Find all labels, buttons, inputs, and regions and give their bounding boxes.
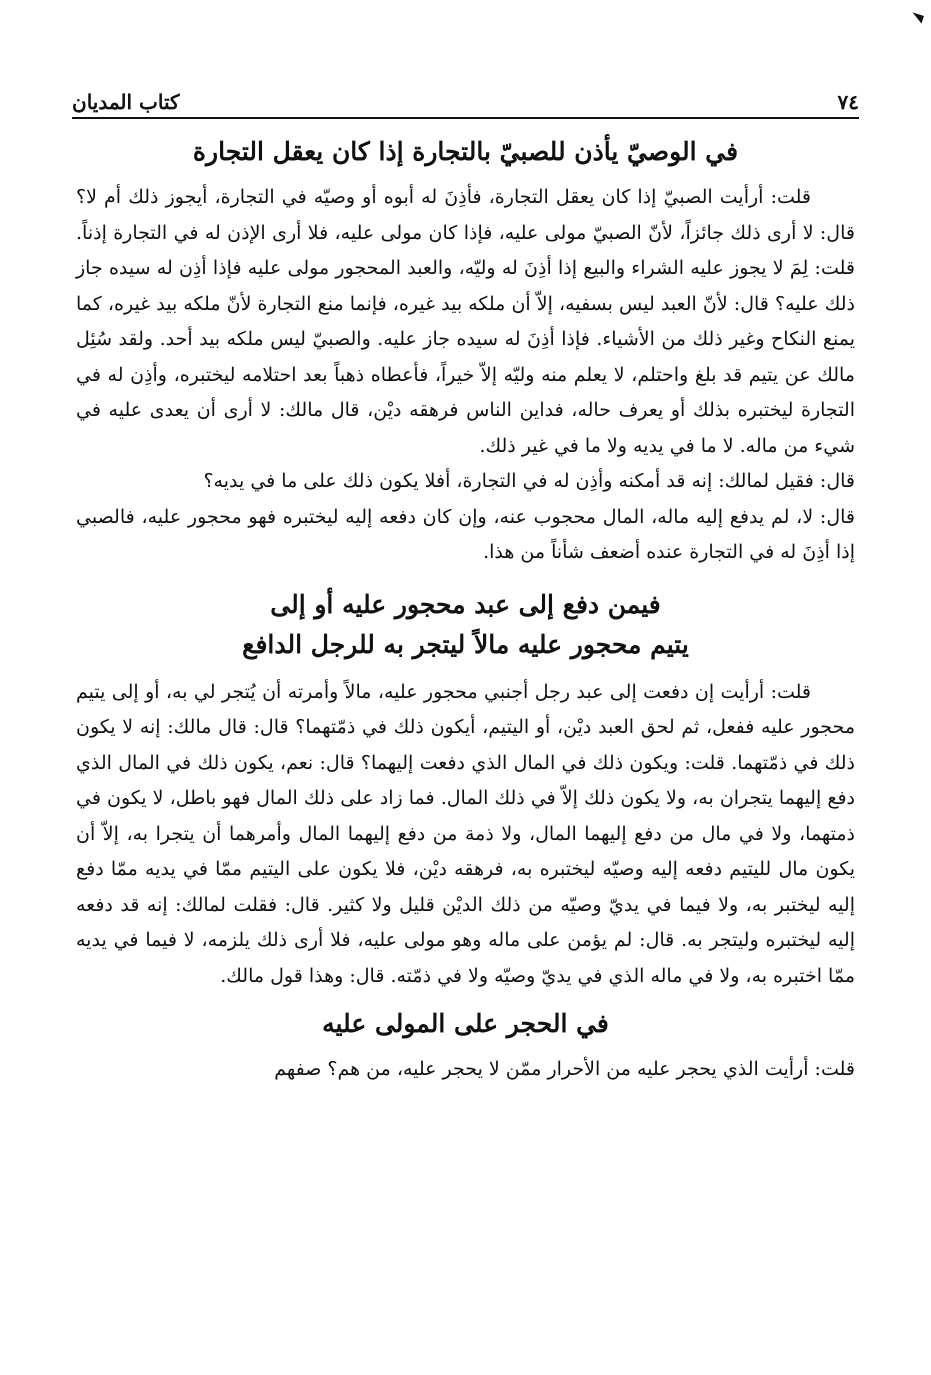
page-body: [76, 132, 855, 1088]
section-text: [76, 180, 855, 571]
section-text: [76, 675, 855, 995]
book-title: كتاب المديان: [72, 90, 180, 114]
section-title: [76, 585, 855, 665]
paragraph: قلت: أرأيت الصبيّ إذا كان يعقل التجارة، فأذِنَ له أبوه أو وصيّه في التجارة، أيجوز ذلك أم لا؟ قال: لا أرى ذلك جائزاً، لأنّ الصبيّ مولى عليه، فإذا كان مولى عليه، فلا أرى الإذن له في التجارة إذناً. قلت: لِمَ لا يجوز عليه الشراء والبيع إذا أذِنَ له وليّه، والعبد المحجور مولى عليه فإذا أذِن له سيده جاز ذلك عليه؟ قال: لأنّ العبد ليس بسفيه، إلاّ أن ملكه بيد غيره، فإنما منع التجارة لأنّ ملكه بيد غيره، كما يمنع النكاح وغير ذلك من الأشياء. فإذا أذِنَ له سيده جاز عليه. والصبيّ ليس ملكه بيد أحد. ولقد سُئِل مالك عن يتيم قد بلغ واحتلم، لا يعلم منه وليّه إلاّ خيراً، فأعطاه ذهباً بعد احتلامه ليختبره، وأذِن له في التجارة ليختبره بذلك أو يعرف حاله، فداين الناس فرهقه ديْن، قال مالك: لا أرى أن يعدى عليه في شيء من ماله. لا ما في يديه ولا ما في غير ذلك.: [76, 186, 855, 457]
section-money-to-restricted: [76, 585, 855, 995]
section-guardian-permission: [76, 132, 855, 571]
paragraph: قال: لا، لم يدفع إليه ماله، المال محجوب عنه، وإن كان دفعه إليه ليختبره فهو محجور عليه، فالصبي إذا أذِنَ له في التجارة عنده أضعف شأناً من هذا.: [76, 505, 855, 563]
section-text: [76, 1052, 855, 1088]
running-header: [72, 84, 859, 114]
section-title: في الوصيّ يأذن للصبيّ بالتجارة إذا كان يعقل التجارة: [192, 137, 739, 166]
section-interdiction: [76, 1004, 855, 1088]
paragraph: قلت: أرأيت الذي يحجر عليه من الأحرار ممّن لا يحجر عليه، من هم؟ صفهم: [274, 1058, 855, 1080]
page-number: ٧٤: [837, 90, 859, 114]
section-title: في الحجر على المولى عليه: [322, 1009, 609, 1038]
paragraph: قلت: أرأيت إن دفعت إلى عبد رجل أجنبي محجور عليه، مالاً وأمرته أن يُتجر لي به، أو إلى يتيم محجور عليه ففعل، ثم لحق العبد ديْن، أو اليتيم، أيكون ذلك في ذمّتهما؟ قال: قال مالك: إنه لا يكون ذلك في ذمّتهما. قلت: ويكون ذلك في المال الذي دفعت إليهما؟ قال: نعم، يكون ذلك في المال الذي دفع إليهما يتجران به، ولا يكون ذلك إلاّ في ذلك المال. فما زاد على ذلك المال فهو باطل، لا يكون في ذمتهما، ولا في مال من دفع إليهما المال، ولا ذمة من دفع إليهما المال وأمرهما أن يتجرا به، إلاّ أن يكون مال لليتيم دفعه إليه وصيّه ليختبره به، فرهقه ديْن، فلا يكون على اليتيم ممّا في يديه ممّا دفع إليه ليختبر به، ولا فيما في يديّ وصيّه من ذلك الديْن قليل ولا كثير. قال: فقلت لمالك: إنه قد دفعه إليه ليختبره وليتجر به. قال: لم يؤمن على ماله وهو مولى عليه، فلا أرى ذلك يلزمه، لا فيما في يديه ممّا اختبره به، ولا في ماله الذي في يديّ وصيّه ولا في ذمّته. قال: وهذا قول مالك.: [76, 680, 855, 987]
corner-mark: [910, 12, 924, 23]
header-rule: [72, 117, 859, 119]
section-title-line: يتيم محجور عليه مالاً ليتجر به للرجل الدافع: [242, 629, 689, 659]
section-title-line: فيمن دفع إلى عبد محجور عليه أو إلى: [270, 589, 661, 619]
paragraph: قال: فقيل لمالك: إنه قد أمكنه وأذِن له في التجارة، أفلا يكون ذلك على ما في يديه؟: [203, 470, 855, 492]
